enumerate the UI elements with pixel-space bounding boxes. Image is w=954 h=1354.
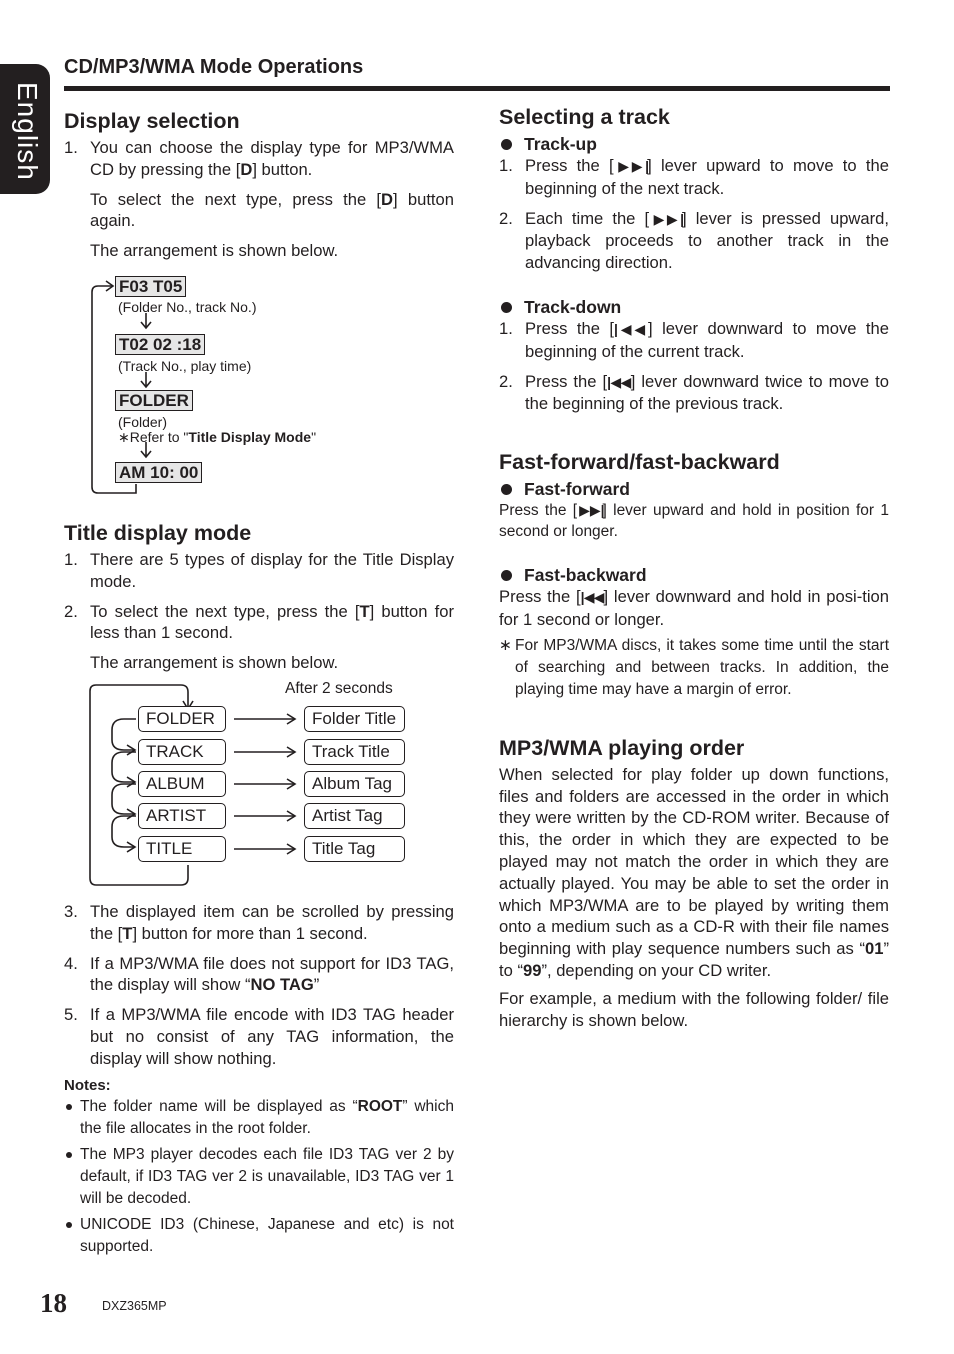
page-number: 18 — [40, 1288, 67, 1318]
title-mode-album: ALBUM — [138, 771, 226, 797]
fast-forward-title: Fast-forward — [499, 478, 889, 500]
prev-track-icon: |◀◀ — [580, 589, 604, 606]
display-box-folder-refer: ∗Refer to "Title Display Mode" — [118, 428, 317, 445]
display-box-folder: FOLDER — [115, 390, 193, 411]
playing-order-para-2: For example, a medium with the following folder/ file hierarchy is shown below. — [499, 988, 889, 1030]
model-number: DXZ365MP — [102, 1299, 167, 1313]
after-2-seconds-label: After 2 seconds — [285, 679, 393, 697]
title-mode-title: TITLE — [138, 836, 226, 862]
prev-track-icon: |◀◀ — [607, 373, 631, 390]
note-1: The folder name will be displayed as “ROOT” which the file allocates in the root folder. — [64, 1096, 454, 1140]
display-box-folder-caption: (Folder) — [118, 413, 168, 430]
title-display-item-5: 5. If a MP3/WMA file encode with ID3 TAG header but no consist of any TAG information, the display will show nothing. — [64, 1005, 454, 1068]
display-selection-title: Display selection — [64, 109, 240, 133]
note-3: UNICODE ID3 (Chinese, Japanese and etc) is not supported. — [64, 1214, 454, 1258]
section-header: CD/MP3/WMA Mode Operations — [64, 56, 364, 78]
next-track-icon: ▶▶| — [577, 502, 603, 519]
display-cycle-diagram — [64, 272, 454, 502]
title-display-item-2: 2. To select the next type, press the [T] button for less than 1 second. — [64, 601, 454, 643]
track-up-title: Track-up — [499, 133, 889, 155]
language-tab-label: English — [12, 82, 43, 181]
title-display-item-4: 4. If a MP3/WMA file does not support for ID3 TAG, the display will show “NO TAG” — [64, 953, 454, 995]
header-rule — [64, 86, 890, 91]
selecting-track-title: Selecting a track — [499, 105, 670, 129]
title-display-mode-title: Title display mode — [64, 520, 252, 545]
fast-backward-title: Fast-backward — [499, 564, 889, 586]
display-box-folder-track: F03 T05 — [115, 276, 186, 297]
title-mode-artist-tag: Artist Tag — [304, 803, 405, 829]
title-mode-artist: ARTIST — [138, 803, 226, 829]
title-display-item-1: 1. There are 5 types of display for the Title Display mode. — [64, 549, 454, 591]
title-mode-album-tag: Album Tag — [304, 771, 405, 797]
display-box-track-time: T02 02 :18 — [115, 334, 205, 355]
track-up-item-1: 1. Press the [▶▶|] lever upward to move to the beginning of the next track. — [499, 156, 889, 198]
display-box-track-time-caption: (Track No., play time) — [118, 357, 252, 374]
playing-order-title: MP3/WMA playing order — [499, 735, 745, 760]
display-selection-para-2: The arrangement is shown below. — [90, 241, 339, 261]
prev-track-icon: |◀◀ — [614, 320, 649, 337]
display-selection-para-1: To select the next type, press the [D] button again. — [90, 189, 454, 231]
right-column — [499, 104, 889, 1031]
language-tab — [0, 64, 50, 194]
fast-backward-text: Press the [|◀◀] lever downward and hold in posi-tion for 1 second or longer. — [499, 587, 889, 629]
title-mode-folder: FOLDER — [138, 706, 226, 732]
notes-title: Notes: — [64, 1076, 111, 1094]
title-display-item-3: 3. The displayed item can be scrolled by pressing the [T] button for more than 1 second. — [64, 901, 454, 943]
display-selection-item-1: 1. You can choose the display type for MP3/WMA CD by pressing the [D] button. — [64, 138, 454, 179]
title-mode-diagram — [64, 679, 454, 912]
track-up-item-2: 2. Each time the [▶▶|] lever is pressed upward, playback proceeds to another track in the advancing direction. — [499, 208, 889, 273]
playing-order-para-1: When selected for play folder up down functions, files and folders are accessed in the order in which they were written by the CD-ROM writer. Because of this, the order in which they are expected to be played may not match the order in which they are actually played. You may be able to set the order in which MP3/WMA are to be played by writing them onto a medium such as a CD-R with their file names beginning with play sequence numbers such as “01” to “99”, depending on your CD writer. — [499, 764, 889, 980]
next-track-icon: ▶▶| — [649, 210, 683, 227]
track-down-title: Track-down — [499, 296, 889, 318]
title-mode-folder-title: Folder Title — [304, 706, 405, 732]
left-column — [64, 108, 454, 1258]
title-mode-title-tag: Title Tag — [304, 836, 405, 862]
fast-forward-text: Press the [▶▶|] lever upward and hold in position for 1 second or longer. — [499, 502, 890, 541]
title-mode-track: TRACK — [138, 739, 226, 765]
title-display-para: The arrangement is shown below. — [90, 653, 339, 673]
note-2: The MP3 player decodes each file ID3 TAG ver 2 by default, if ID3 TAG ver 2 is unavailable, ID3 TAG ver 1 will be decoded. — [64, 1144, 454, 1210]
next-track-icon: ▶▶| — [613, 158, 648, 174]
display-box-folder-track-caption: (Folder No., track No.) — [118, 298, 257, 315]
track-down-item-1: 1. Press the [|◀◀] lever downward to move the beginning of the current track. — [499, 318, 889, 361]
fast-forward-backward-title: Fast-forward/fast-backward — [499, 450, 780, 475]
track-down-item-2: 2. Press the [|◀◀] lever downward twice to move to the beginning of the previous track. — [499, 371, 889, 414]
ff-note: ∗ For MP3/WMA discs, it takes some time until the start of searching and between tracks. In addition, the playing time may have a margin of error. — [499, 636, 889, 698]
title-mode-track-title: Track Title — [304, 739, 405, 765]
display-box-clock: AM 10: 00 — [115, 462, 202, 483]
